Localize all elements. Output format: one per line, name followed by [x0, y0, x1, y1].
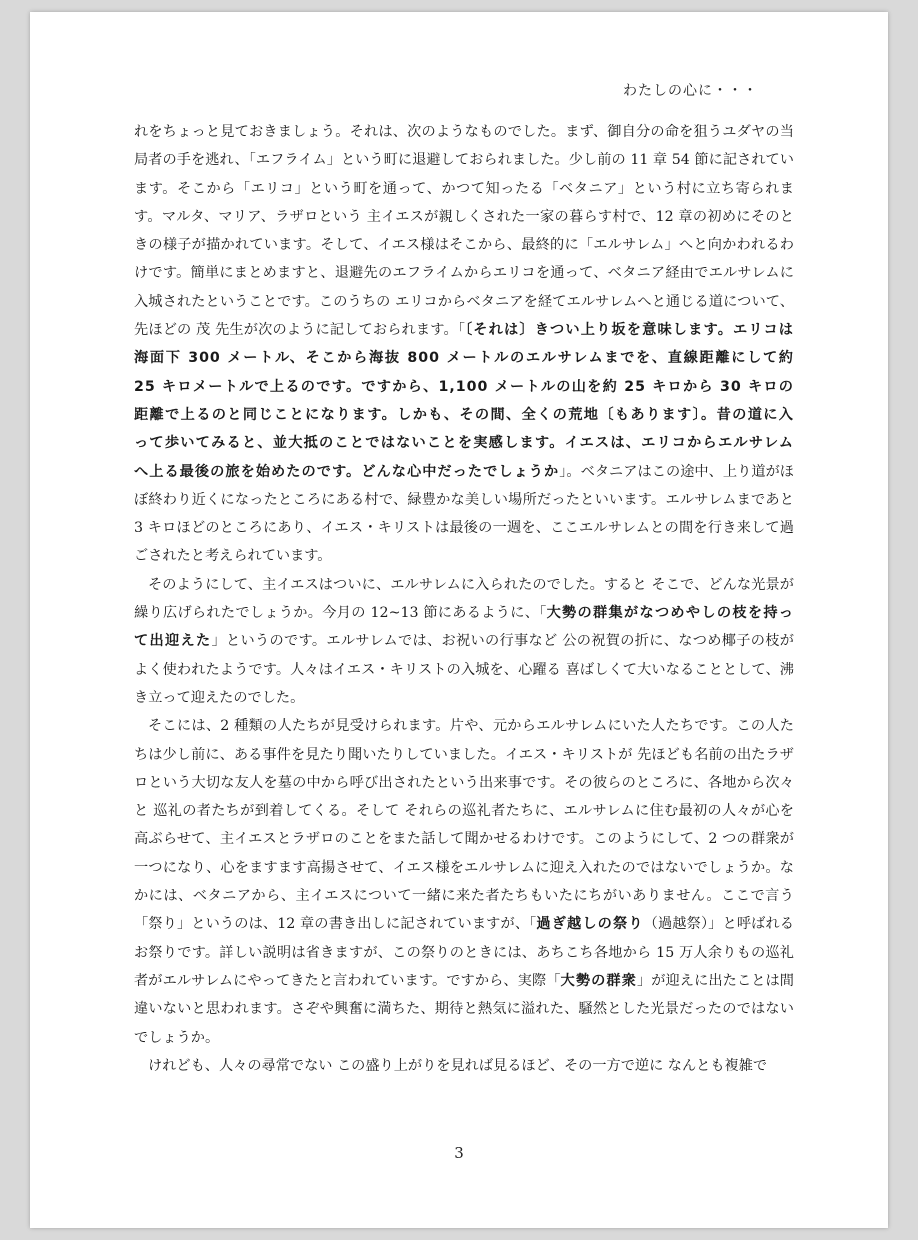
quoted-text: 大勢の群衆 [560, 972, 637, 989]
paragraph-1 [134, 118, 794, 571]
paragraph-4 [134, 1052, 794, 1080]
document-page [30, 12, 888, 1228]
page-number: 3 [454, 1144, 464, 1162]
quoted-text: 〔それは〕きつい上り坂を意味します。エリコは海面下 300 メートル、そこから海抜 800 メートルのエルサレムまでを、直線距離にして約 25 キロメートルで上るのです。ですから、1,100 メートルの山を約 25 キロから 30 キロの距離で上るのと同じことになります。しかも、その間、全くの荒地〔もあります〕。昔の道に入って歩いてみると、並大抵のことではないことを実感します。イエスは、エリコからエルサレムへ上る最後の旅を始めたのです。どんな心中だったでしょうか [134, 322, 794, 480]
running-header: わたしの心に・・・ [623, 83, 758, 99]
paragraph-3 [134, 712, 794, 1052]
text-segment: 」が迎えに出たことは間違いないと思われます。さぞや興奮に満ちた、期待と熱気に溢れた、騒然とした光景だったのではないでしょうか。 [134, 972, 794, 1046]
paragraph-2 [134, 571, 794, 712]
text-segment: 」というのです。エルサレムでは、お祝いの行事など 公の祝賀の折に、なつめ椰子の枝がよく使われたようです。人々はイエス・キリストの入城を、心躍る 喜ばしくて大いなることとして、沸き立って迎えたのでした。 [134, 633, 794, 706]
text-segment: （過越祭）」と呼ばれるお祭りです。詳しい説明は省きますが、この祭りのときには、あちこち各地から 15 万人余りもの巡礼者がエルサレムにやってきたと言われています。ですから、実際「 [134, 916, 794, 989]
text-segment: 」。ベタニアはこの途中、上り道がほぼ終わり近くになったところにある村で、緑豊かな美しい場所だったといいます。エルサレムまであと 3 キロほどのところにあり、イエス・キリストは最後の一週を、ここエルサレムとの間を行き来して過ごされたと考えられています。 [134, 463, 794, 565]
text-segment: れをちょっと見ておきましょう。それは、次のようなものでした。まず、御自分の命を狙うユダヤの当局者の手を逃れ、「エフライム」という町に退避しておられました。少し前の 11 章 54 節に記されています。そこから「エリコ」という町を通って、かつて知ったる「ベタニア」という村に立ち寄られます。マルタ、マリア、ラザロという 主イエスが親しくされた一家の暮らす村で、12 章の初めにそのときの様子が描かれています。そして、イエス様はそこから、最終的に「エルサレム」へと向かわれるわけです。簡単にまとめますと、退避先のエフライムからエリコを通って、ベタニア経由でエルサレムに入城されたということです。このうちの エリコからベタニアを経てエルサレムへと通じる道について、先ほどの 茂 先生が次のように記しておられます。「 [134, 124, 794, 339]
quoted-text: 過ぎ越しの祭り [536, 916, 644, 933]
quoted-text: 大勢の群集がなつめやしの枝を持って出迎えた [134, 605, 794, 650]
body-text [134, 118, 794, 1080]
text-segment: けれども、人々の尋常でない この盛り上がりを見れば見るほど、その一方で逆に なんとも複雑で [148, 1057, 768, 1074]
text-segment: そこには、2 種類の人たちが見受けられます。片や、元からエルサレムにいた人たちです。この人たちは少し前に、ある事件を見たり聞いたりしていました。イエス・キリストが 先ほども名前の出たラザロという大切な友人を墓の中から呼び出されたという出来事です。その彼らのところに、各地から次々と 巡礼の者たちが到着してくる。そして それらの巡礼者たちに、エルサレムに住む最初の人々が心を高ぶらせて、主イエスとラザロのことをまた話して聞かせるわけです。このようにして、2 つの群衆が一つになり、心をますます高揚させて、イエス様をエルサレムに迎え入れたのではないでしょうか。なかには、ベタニアから、主イエスについて一緒に来た者たちもいたにちがいありません。ここで言う「祭り」というのは、12 章の書き出しに記されていますが、「 [134, 718, 794, 933]
text-segment: そのようにして、主イエスはついに、エルサレムに入られたのでした。すると そこで、どんな光景が繰り広げられたでしょうか。今月の 12~13 節にあるように、「 [134, 576, 794, 622]
